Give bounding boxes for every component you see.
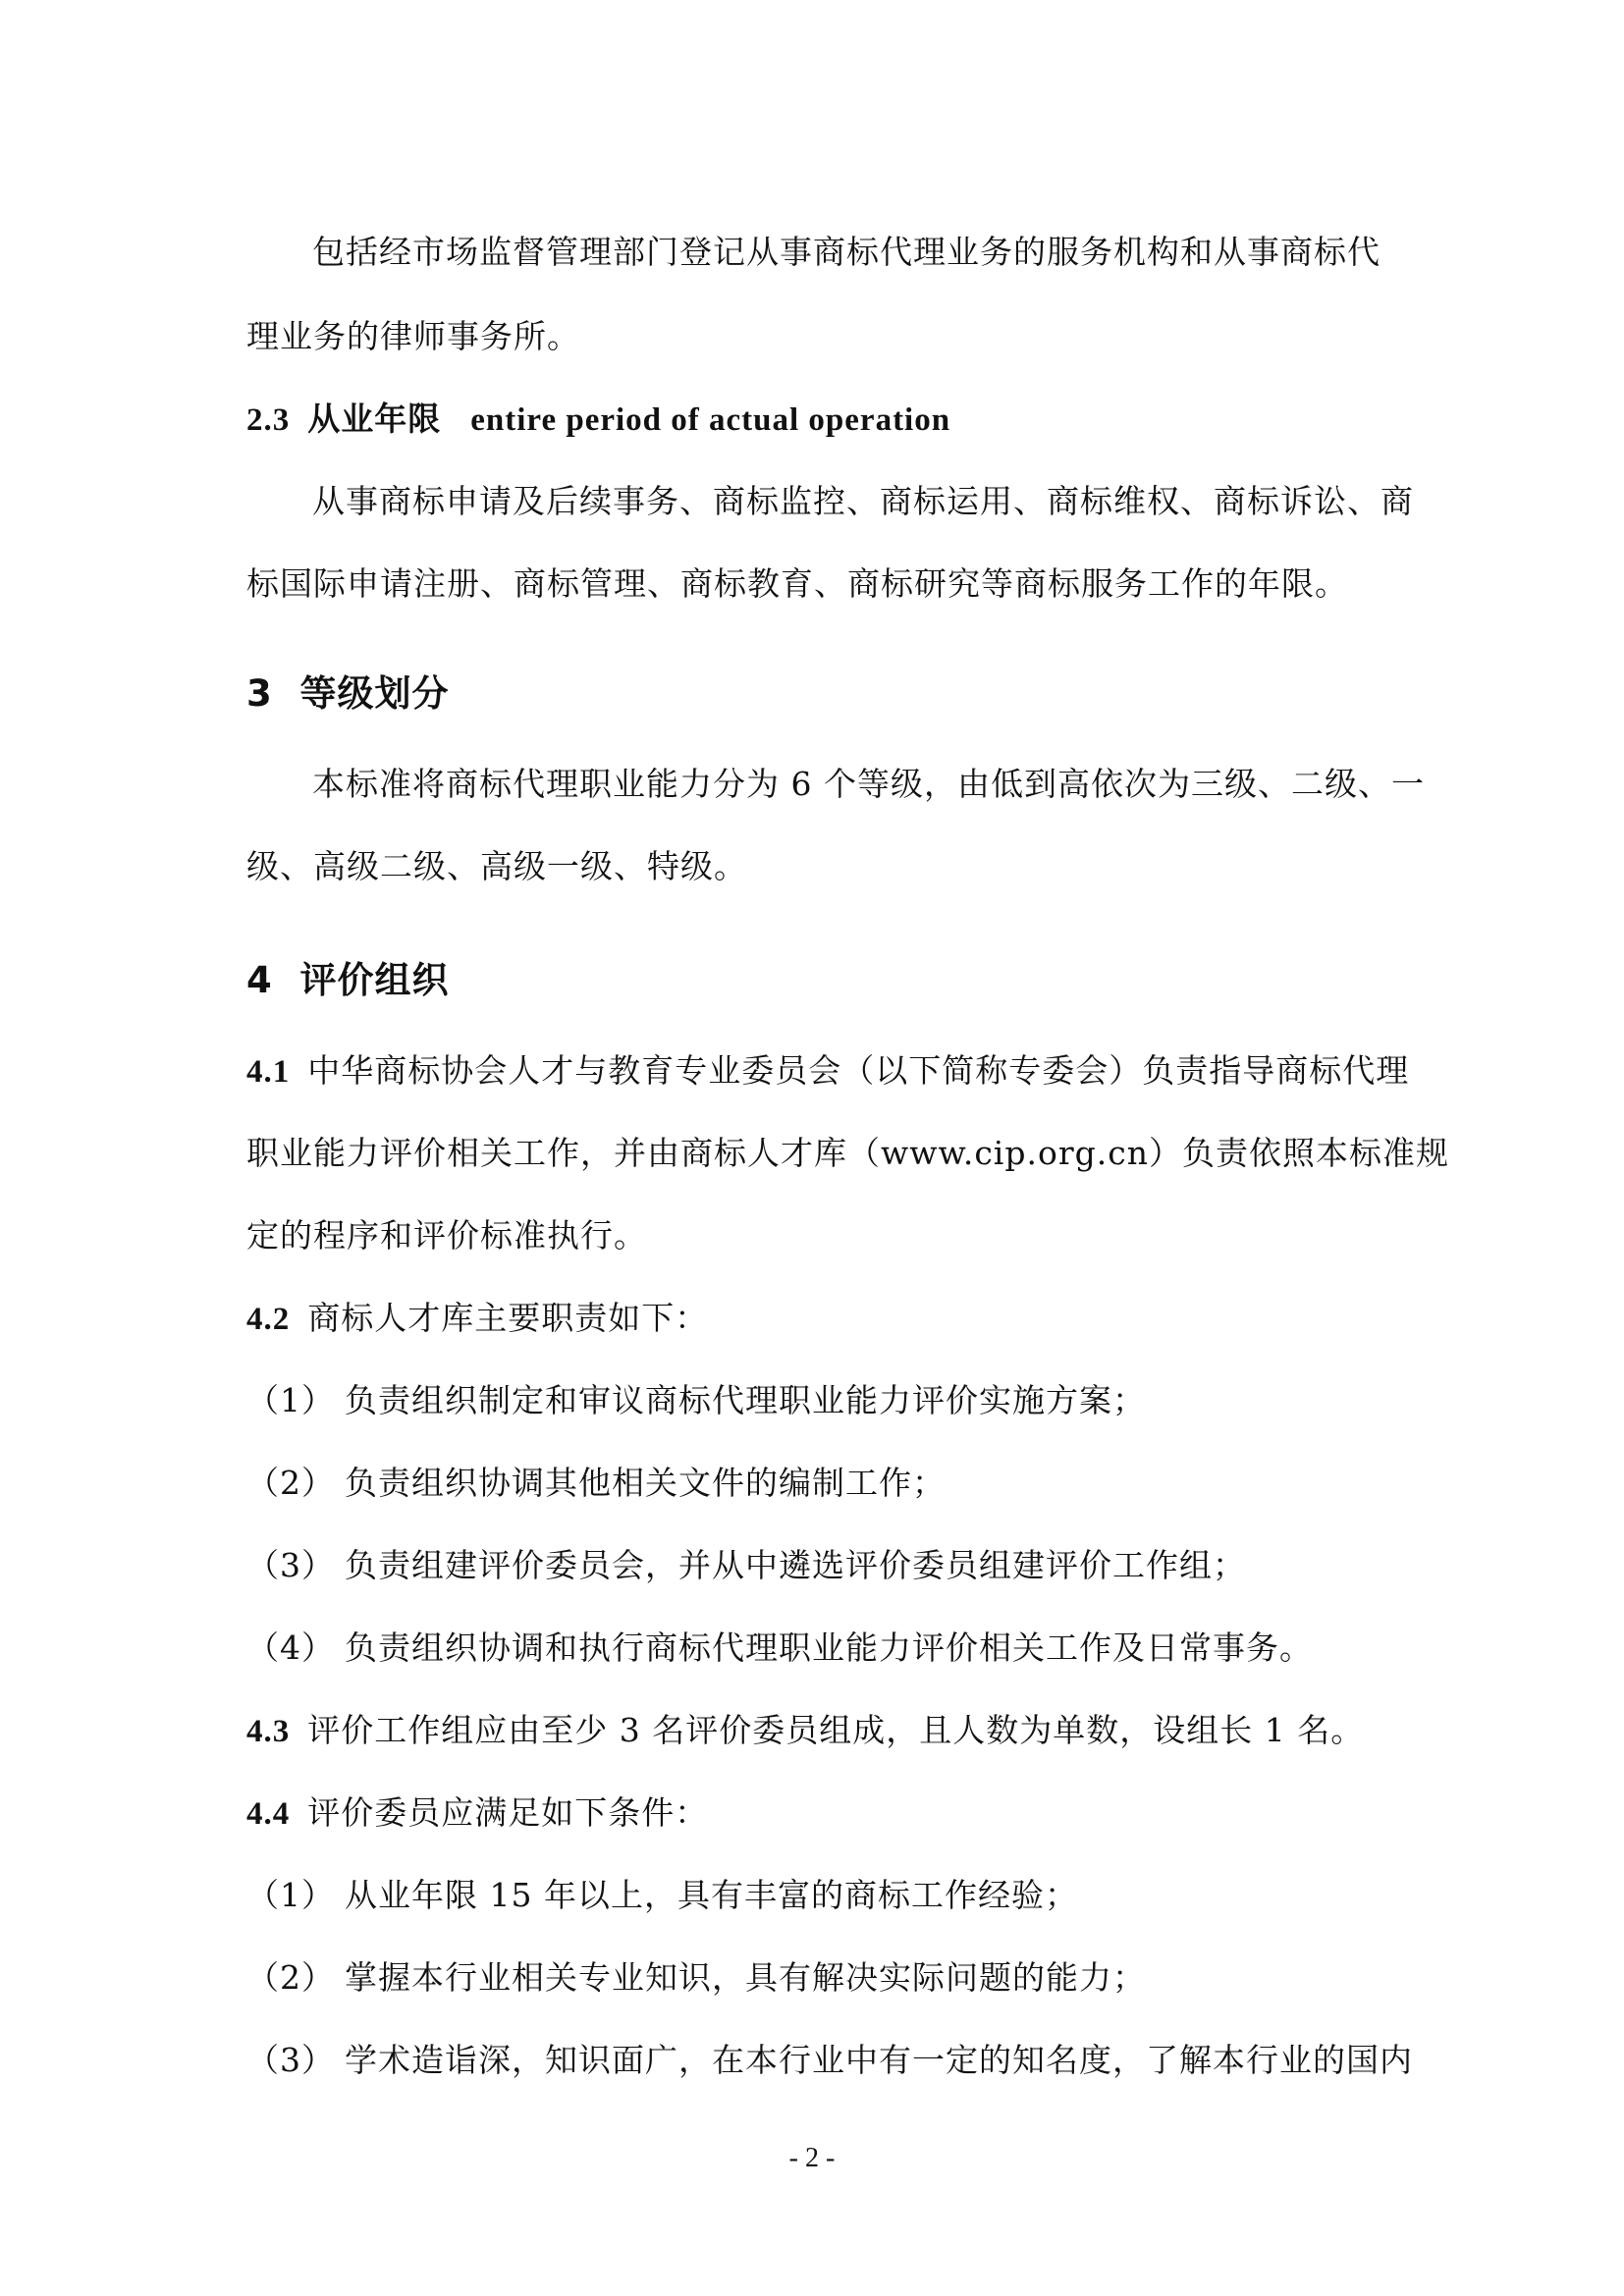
clause-number: 4.2 (246, 1302, 291, 1337)
section-number: 2.3 (246, 402, 291, 438)
clause-number: 4.4 (246, 1796, 291, 1832)
chapter-number: 3 (246, 672, 273, 715)
paragraph-line: 定的程序和评价标准执行。 (246, 1216, 647, 1255)
list-item-text: 负责组织协调和执行商标代理职业能力评价相关工作及日常事务。 (345, 1629, 1313, 1667)
list-item (246, 1378, 1146, 1423)
section-heading-2-3 (246, 397, 950, 443)
clause-number: 4.3 (246, 1714, 291, 1749)
clause-4-2 (246, 1296, 708, 1342)
paragraph-line: 本标准将商标代理职业能力分为 6 个等级，由低到高依次为三级、二级、一 (312, 765, 1425, 803)
list-item-label: （2） (246, 1464, 335, 1502)
list-item-label: （1） (246, 1381, 335, 1419)
list-item (246, 1626, 1313, 1671)
clause-4-4 (246, 1790, 708, 1837)
list-item-text: 从业年限 15 年以上，具有丰富的商标工作经验； (345, 1876, 1078, 1914)
list-item (246, 2038, 1413, 2083)
list-item-label: （1） (246, 1876, 335, 1914)
list-item-text: 负责组织协调其他相关文件的编制工作； (345, 1464, 946, 1502)
list-item-label: （3） (246, 2041, 335, 2079)
chapter-heading-3 (246, 671, 450, 717)
paragraph-line: 理业务的律师事务所。 (246, 317, 580, 355)
clause-4-1 (246, 1048, 1409, 1095)
clause-4-3 (246, 1708, 1364, 1754)
clause-text: 评价委员应满足如下条件： (307, 1793, 709, 1832)
list-item-text: 负责组建评价委员会，并从中遴选评价委员组建评价工作组； (345, 1546, 1246, 1584)
page-number: - 2 - (788, 2143, 836, 2173)
list-item (246, 1955, 1146, 2001)
list-item-text: 负责组织制定和审议商标代理职业能力评价实施方案； (345, 1381, 1146, 1419)
chapter-number: 4 (246, 959, 273, 1001)
list-item (246, 1543, 1246, 1588)
list-item-label: （2） (246, 1958, 335, 1997)
clause-text: 评价工作组应由至少 3 名评价委员组成，且人数为单数，设组长 1 名。 (307, 1711, 1365, 1749)
list-item (246, 1461, 946, 1506)
section-title-en: entire period of actual operation (470, 402, 951, 438)
paragraph-line: 包括经市场监督管理部门登记从事商标代理业务的服务机构和从事商标代 (312, 233, 1380, 271)
clause-text: 商标人才库主要职责如下： (307, 1299, 709, 1337)
list-item (246, 1873, 1078, 1918)
paragraph-line: 职业能力评价相关工作，并由商标人才库（www.cip.org.cn）负责依照本标准规 (246, 1134, 1449, 1172)
paragraph-line: 标国际申请注册、商标管理、商标教育、商标研究等商标服务工作的年限。 (246, 564, 1348, 603)
chapter-title: 等级划分 (299, 672, 450, 715)
paragraph-line: 从事商标申请及后续事务、商标监控、商标运用、商标维权、商标诉讼、商 (312, 482, 1414, 520)
clause-number: 4.1 (246, 1054, 291, 1090)
section-title: 从业年限 (307, 400, 442, 438)
list-item-text: 学术造诣深，知识面广，在本行业中有一定的知名度，了解本行业的国内 (345, 2041, 1413, 2079)
chapter-title: 评价组织 (299, 959, 450, 1001)
list-item-label: （3） (246, 1546, 335, 1584)
clause-text: 中华商标协会人才与教育专业委员会（以下简称专委会）负责指导商标代理 (307, 1051, 1410, 1090)
list-item-text: 掌握本行业相关专业知识，具有解决实际问题的能力； (345, 1958, 1146, 1997)
list-item-label: （4） (246, 1629, 335, 1667)
chapter-heading-4 (246, 958, 450, 1003)
paragraph-line: 级、高级二级、高级一级、特级。 (246, 847, 747, 885)
